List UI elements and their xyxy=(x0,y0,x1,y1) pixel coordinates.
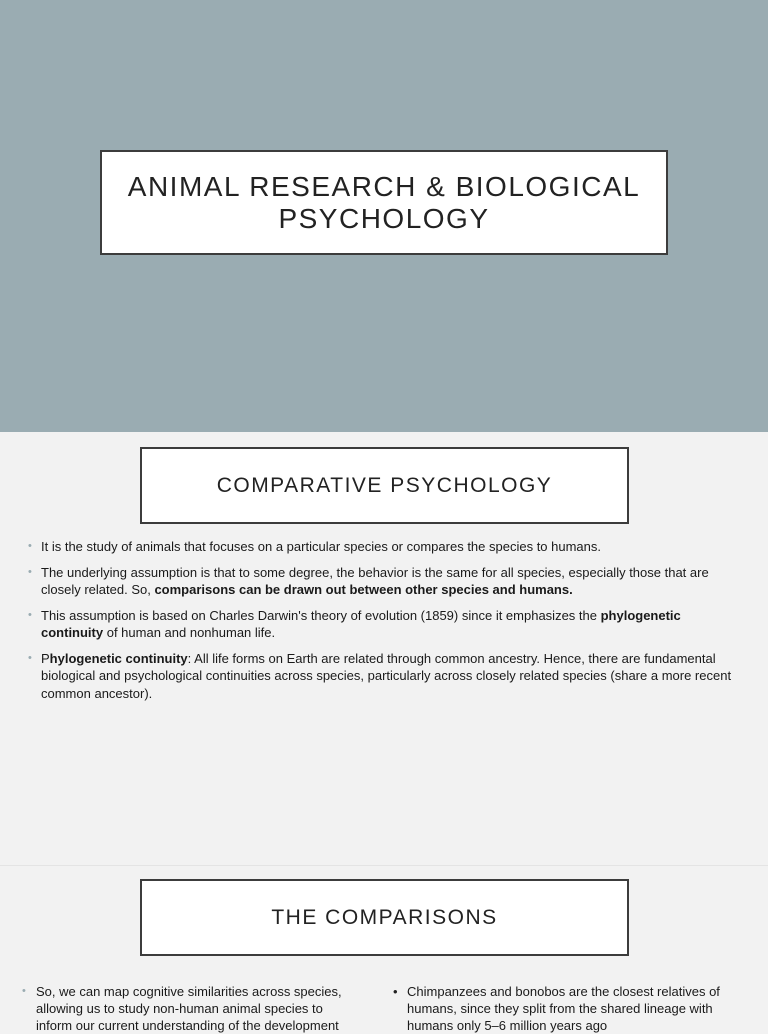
bullet-icon: • xyxy=(28,651,32,664)
title-line-1: ANIMAL RESEARCH & BIOLOGICAL xyxy=(127,170,641,202)
bullet-icon: • xyxy=(28,608,32,621)
bullet-text: : All life forms on Earth are related through common ancestry. Hence, there are fundamental biological and psychological continuities across species, particularly across closely related species (share a more recent common ancestor). xyxy=(41,650,732,701)
right-column xyxy=(393,983,743,1034)
bullet-icon: • xyxy=(393,984,398,999)
bullet-text: The underlying assumption is that to some degree, the behavior is the same for all species, especially those that are closely related. So, xyxy=(41,564,709,597)
bullet-bold-text: phylogenetic continuity xyxy=(41,607,681,640)
bullet-icon: • xyxy=(28,540,32,552)
bullet-item xyxy=(28,650,740,703)
bullet-bold-text: comparisons can be drawn out between other species and humans. xyxy=(154,582,573,597)
bullet-text: It is the study of animals that focuses on a particular species or compares the species to humans. xyxy=(41,539,602,554)
title-box xyxy=(100,150,668,255)
bullet-bold-text: hylogenetic continuity xyxy=(49,650,188,666)
slide-title: COMPARATIVE PSYCHOLOGY xyxy=(140,447,629,524)
slide-title: THE COMPARISONS xyxy=(140,879,629,956)
bullet-item xyxy=(28,538,740,556)
bullet-item xyxy=(28,607,740,642)
bullet-text-tail: of human and nonhuman life. xyxy=(103,625,276,640)
bullet-item xyxy=(22,983,357,1034)
title-slide xyxy=(0,0,768,432)
comparative-psychology-slide xyxy=(0,432,768,865)
title-line-2: PSYCHOLOGY xyxy=(278,202,490,234)
bullet-text: So, we can map cognitive similarities across species, allowing us to study non-human animal species to inform our current understanding of the development xyxy=(36,984,342,1033)
bullet-text: This assumption is based on Charles Darwin's theory of evolution (1859) since it emphasizes the xyxy=(41,607,601,623)
bullet-list xyxy=(28,538,740,710)
bullet-icon: • xyxy=(22,985,26,997)
bullet-item xyxy=(393,983,743,1034)
left-column xyxy=(22,983,357,1034)
comparisons-slide xyxy=(0,865,768,1033)
bullet-text: Chimpanzees and bonobos are the closest relatives of humans, since they split from the shared lineage with humans only 5–6 million years ago xyxy=(407,984,720,1033)
bullet-item xyxy=(28,564,740,599)
bullet-icon: • xyxy=(28,565,32,578)
bullet-prefix: P xyxy=(41,650,50,666)
